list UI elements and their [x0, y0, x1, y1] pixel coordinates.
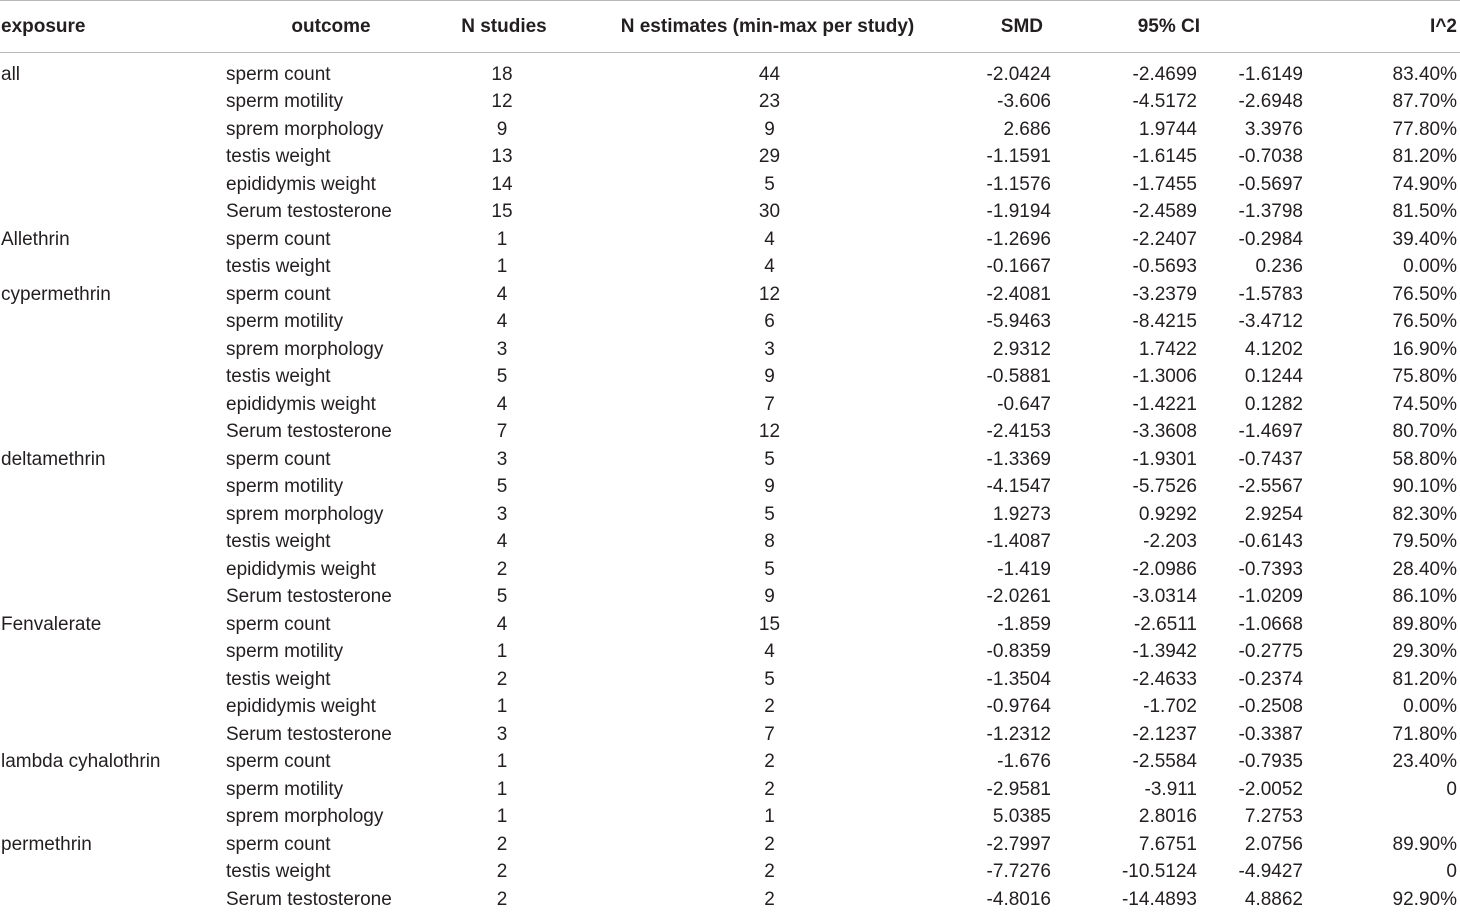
cell-n-studies: 5 [496, 366, 508, 388]
cell-smd: -0.9764 [986, 696, 1051, 718]
cell-exposure [0, 89, 226, 117]
cell-outcome: epididymis weight [226, 173, 376, 195]
cell-smd: -0.647 [997, 393, 1051, 415]
cell-smd: 2.686 [1003, 118, 1051, 140]
cell-outcome: testis weight [226, 668, 331, 690]
table-row [0, 584, 1460, 612]
cell-ci-high: -2.6948 [1238, 91, 1303, 113]
cell-ci-high: -2.5567 [1238, 476, 1303, 498]
cell-n-studies: 2 [496, 558, 508, 580]
cell-n-estimates: 2 [764, 861, 775, 883]
cell-ci-high: -0.3387 [1238, 723, 1303, 745]
cell-ci-low: -1.3006 [1132, 366, 1197, 388]
table-row [0, 749, 1460, 777]
cell-ci-high: -3.4712 [1238, 311, 1303, 333]
cell-ci-high: -1.0209 [1238, 586, 1303, 608]
cell-exposure [0, 639, 226, 667]
table-row [0, 501, 1460, 529]
cell-ci-low: 0.9292 [1138, 503, 1197, 525]
cell-outcome: sperm count [226, 228, 331, 250]
cell-n-studies: 2 [496, 833, 508, 855]
cell-ci-low: 7.6751 [1138, 833, 1197, 855]
table-row [0, 776, 1460, 804]
table-row [0, 666, 1460, 694]
cell-i2: 81.20% [1392, 668, 1457, 690]
cell-i2: 0 [1446, 778, 1457, 800]
cell-outcome: sperm motility [226, 476, 344, 498]
cell-outcome: testis weight [226, 256, 331, 278]
cell-i2: 16.90% [1392, 338, 1457, 360]
table-row [0, 721, 1460, 749]
cell-n-estimates: 30 [758, 201, 781, 223]
cell-exposure [0, 254, 226, 282]
cell-ci-low: -2.4699 [1132, 64, 1197, 86]
cell-ci-low: -1.4221 [1132, 393, 1197, 415]
cell-smd: -1.3504 [986, 668, 1051, 690]
header-n-estimates: N estimates (min-max per study) [572, 1, 963, 53]
header-i2: I^2 [1335, 1, 1460, 53]
table-row [0, 171, 1460, 199]
cell-n-studies: 3 [496, 448, 508, 470]
cell-i2: 89.90% [1392, 833, 1457, 855]
cell-n-estimates: 9 [764, 586, 775, 608]
cell-ci-high: -0.2508 [1238, 696, 1303, 718]
cell-smd: -2.9581 [986, 778, 1051, 800]
cell-exposure [0, 721, 226, 749]
cell-i2: 82.30% [1392, 503, 1457, 525]
cell-i2: 89.80% [1392, 613, 1457, 635]
cell-outcome: Serum testosterone [226, 586, 392, 608]
cell-smd: -2.7997 [986, 833, 1051, 855]
cell-exposure: cypermethrin [1, 283, 111, 305]
cell-ci-low: -0.5693 [1132, 256, 1197, 278]
cell-i2: 28.40% [1392, 558, 1457, 580]
cell-outcome: sperm motility [226, 641, 344, 663]
cell-ci-low: -1.3942 [1132, 641, 1197, 663]
cell-n-studies: 1 [496, 256, 508, 278]
cell-exposure [0, 501, 226, 529]
cell-i2: 0.00% [1403, 256, 1457, 278]
cell-ci-high: -1.4697 [1238, 421, 1303, 443]
cell-exposure: all [1, 64, 21, 86]
cell-n-estimates: 5 [764, 448, 775, 470]
cell-ci-high: 0.1282 [1244, 393, 1303, 415]
cell-outcome: sprem morphology [226, 118, 384, 140]
cell-n-studies: 9 [496, 118, 508, 140]
cell-n-studies: 4 [496, 283, 508, 305]
cell-ci-high: -0.7437 [1238, 448, 1303, 470]
cell-n-studies: 3 [496, 503, 508, 525]
cell-ci-low: -3.911 [1144, 778, 1197, 800]
table-row [0, 226, 1460, 254]
cell-ci-low: -1.9301 [1132, 448, 1197, 470]
cell-ci-low: -8.4215 [1132, 311, 1197, 333]
cell-smd: -1.1591 [986, 146, 1051, 168]
cell-n-studies: 1 [496, 696, 508, 718]
cell-i2: 79.50% [1392, 531, 1457, 553]
cell-exposure: deltamethrin [1, 448, 106, 470]
cell-ci-high: 4.8862 [1244, 888, 1303, 910]
table-row [0, 529, 1460, 557]
cell-exposure: Fenvalerate [1, 613, 102, 635]
cell-n-studies: 4 [496, 393, 508, 415]
cell-smd: -2.0424 [986, 64, 1051, 86]
cell-ci-high: -0.7935 [1238, 751, 1303, 773]
cell-exposure [0, 584, 226, 612]
cell-i2: 86.10% [1392, 586, 1457, 608]
header-ci-blank [1200, 1, 1335, 53]
cell-ci-low: -1.702 [1143, 696, 1197, 718]
cell-ci-low: -2.203 [1143, 531, 1197, 553]
cell-i2 [1335, 804, 1460, 832]
cell-n-estimates: 5 [764, 173, 775, 195]
table-row [0, 336, 1460, 364]
cell-exposure [0, 199, 226, 227]
cell-n-estimates: 12 [758, 421, 781, 443]
cell-ci-low: -2.2407 [1132, 228, 1197, 250]
cell-outcome: epididymis weight [226, 393, 376, 415]
cell-outcome: sperm count [226, 283, 331, 305]
cell-outcome: sperm motility [226, 311, 344, 333]
cell-smd: -7.7276 [986, 861, 1051, 883]
cell-n-studies: 1 [496, 806, 508, 828]
cell-n-estimates: 2 [764, 833, 775, 855]
cell-ci-low: -2.4633 [1132, 668, 1197, 690]
cell-n-studies: 1 [496, 228, 508, 250]
table-row [0, 474, 1460, 502]
cell-smd: -1.1576 [986, 173, 1051, 195]
cell-ci-low: -5.7526 [1132, 476, 1197, 498]
cell-ci-high: -1.0668 [1238, 613, 1303, 635]
cell-ci-low: -1.7455 [1132, 173, 1197, 195]
header-95-ci: 95% CI [1055, 1, 1200, 53]
cell-i2: 81.20% [1392, 146, 1457, 168]
cell-ci-high: -4.9427 [1238, 861, 1303, 883]
cell-i2: 71.80% [1392, 723, 1457, 745]
cell-smd: -0.1667 [986, 256, 1051, 278]
cell-ci-low: 2.8016 [1138, 806, 1197, 828]
cell-n-estimates: 7 [764, 393, 775, 415]
cell-smd: -2.4153 [986, 421, 1051, 443]
cell-i2: 39.40% [1392, 228, 1457, 250]
table-row [0, 199, 1460, 227]
cell-n-estimates: 1 [764, 806, 775, 828]
cell-outcome: testis weight [226, 531, 331, 553]
cell-i2: 77.80% [1392, 118, 1457, 140]
cell-ci-low: -3.3608 [1132, 421, 1197, 443]
cell-smd: -4.1547 [986, 476, 1051, 498]
cell-n-studies: 4 [496, 311, 508, 333]
cell-i2: 74.50% [1392, 393, 1457, 415]
cell-ci-low: -3.0314 [1132, 586, 1197, 608]
cell-i2: 76.50% [1392, 283, 1457, 305]
cell-i2: 87.70% [1392, 91, 1457, 113]
cell-i2: 92.90% [1392, 888, 1457, 910]
cell-outcome: sprem morphology [226, 503, 384, 525]
cell-n-studies: 1 [496, 751, 508, 773]
cell-exposure: Allethrin [1, 228, 70, 250]
header-exposure: exposure [0, 1, 226, 53]
cell-smd: -1.419 [997, 558, 1051, 580]
cell-exposure [0, 666, 226, 694]
header-n-studies: N studies [436, 1, 572, 53]
cell-n-estimates: 44 [758, 64, 781, 86]
cell-ci-low: -2.4589 [1132, 201, 1197, 223]
cell-outcome: testis weight [226, 366, 331, 388]
cell-exposure [0, 694, 226, 722]
table-row [0, 391, 1460, 419]
cell-n-estimates: 5 [764, 668, 775, 690]
table-row [0, 804, 1460, 832]
cell-n-estimates: 4 [764, 256, 775, 278]
cell-outcome: Serum testosterone [226, 888, 392, 910]
cell-n-estimates: 9 [764, 476, 775, 498]
cell-smd: -1.2312 [986, 723, 1051, 745]
cell-i2: 23.40% [1392, 751, 1457, 773]
cell-ci-high: -0.5697 [1238, 173, 1303, 195]
cell-n-estimates: 5 [764, 503, 775, 525]
cell-n-estimates: 5 [764, 558, 775, 580]
cell-exposure: lambda cyhalothrin [1, 751, 161, 773]
cell-ci-high: 2.9254 [1244, 503, 1303, 525]
cell-n-studies: 7 [496, 421, 508, 443]
cell-ci-high: 4.1202 [1244, 338, 1303, 360]
cell-n-studies: 2 [496, 888, 508, 910]
cell-ci-high: -0.7393 [1238, 558, 1303, 580]
cell-n-studies: 1 [496, 641, 508, 663]
cell-ci-high: 7.2753 [1244, 806, 1303, 828]
cell-exposure [0, 309, 226, 337]
cell-i2: 74.90% [1392, 173, 1457, 195]
cell-ci-high: -1.5783 [1238, 283, 1303, 305]
cell-smd: -0.8359 [986, 641, 1051, 663]
cell-n-estimates: 12 [758, 283, 781, 305]
table-row [0, 116, 1460, 144]
cell-n-studies: 3 [496, 723, 508, 745]
cell-outcome: sperm motility [226, 91, 344, 113]
cell-ci-high: 3.3976 [1244, 118, 1303, 140]
table-row [0, 446, 1460, 474]
cell-i2: 83.40% [1392, 64, 1457, 86]
table-row [0, 144, 1460, 172]
cell-smd: -1.3369 [986, 448, 1051, 470]
table-row [0, 309, 1460, 337]
cell-n-studies: 4 [496, 531, 508, 553]
cell-n-studies: 5 [496, 476, 508, 498]
cell-ci-low: -4.5172 [1132, 91, 1197, 113]
table-body [0, 53, 1460, 914]
cell-ci-high: -0.2984 [1238, 228, 1303, 250]
cell-n-studies: 3 [496, 338, 508, 360]
cell-outcome: sprem morphology [226, 806, 384, 828]
cell-n-estimates: 4 [764, 228, 775, 250]
cell-n-studies: 15 [491, 201, 513, 223]
cell-ci-high: -1.3798 [1238, 201, 1303, 223]
table-row [0, 886, 1460, 914]
cell-exposure [0, 804, 226, 832]
cell-n-estimates: 9 [764, 366, 775, 388]
header-outcome: outcome [226, 1, 436, 53]
cell-n-studies: 14 [491, 173, 513, 195]
cell-n-estimates: 3 [764, 338, 775, 360]
cell-exposure [0, 776, 226, 804]
cell-exposure [0, 391, 226, 419]
cell-ci-low: 1.9744 [1138, 118, 1197, 140]
cell-smd: -1.4087 [986, 531, 1051, 553]
cell-exposure [0, 364, 226, 392]
cell-i2: 90.10% [1392, 476, 1457, 498]
cell-n-studies: 2 [496, 861, 508, 883]
cell-n-studies: 12 [491, 91, 513, 113]
cell-smd: -2.4081 [986, 283, 1051, 305]
cell-exposure: permethrin [1, 833, 92, 855]
cell-ci-high: -0.6143 [1238, 531, 1303, 553]
cell-n-studies: 5 [496, 586, 508, 608]
table-row [0, 859, 1460, 887]
cell-ci-high: -1.6149 [1238, 64, 1303, 86]
cell-outcome: Serum testosterone [226, 723, 392, 745]
cell-ci-high: 0.236 [1255, 256, 1303, 278]
cell-outcome: sperm motility [226, 778, 344, 800]
cell-n-estimates: 2 [764, 751, 775, 773]
cell-smd: -3.606 [997, 91, 1051, 113]
table-row [0, 364, 1460, 392]
cell-exposure [0, 144, 226, 172]
cell-n-studies: 13 [491, 146, 513, 168]
cell-smd: 2.9312 [992, 338, 1051, 360]
table-row [0, 89, 1460, 117]
cell-ci-low: -3.2379 [1132, 283, 1197, 305]
cell-i2: 81.50% [1392, 201, 1457, 223]
table-row [0, 831, 1460, 859]
cell-exposure [0, 529, 226, 557]
cell-outcome: Serum testosterone [226, 201, 392, 223]
cell-ci-low: -2.5584 [1132, 751, 1197, 773]
cell-ci-high: -0.2374 [1238, 668, 1303, 690]
table-row [0, 53, 1460, 89]
table-row [0, 611, 1460, 639]
cell-n-studies: 1 [496, 778, 508, 800]
cell-n-estimates: 8 [764, 531, 775, 553]
cell-ci-low: -1.6145 [1132, 146, 1197, 168]
cell-smd: -1.2696 [986, 228, 1051, 250]
cell-smd: -4.8016 [986, 888, 1051, 910]
cell-outcome: sperm count [226, 751, 331, 773]
cell-smd: -2.0261 [986, 586, 1051, 608]
cell-exposure [0, 886, 226, 914]
cell-outcome: sperm count [226, 448, 331, 470]
cell-i2: 0 [1446, 861, 1457, 883]
table-row [0, 281, 1460, 309]
cell-n-estimates: 15 [758, 613, 781, 635]
cell-n-studies: 4 [496, 613, 508, 635]
cell-outcome: testis weight [226, 861, 331, 883]
cell-smd: -1.9194 [986, 201, 1051, 223]
cell-outcome: epididymis weight [226, 558, 376, 580]
table-header-row [0, 1, 1460, 53]
cell-i2: 76.50% [1392, 311, 1457, 333]
cell-n-estimates: 9 [764, 118, 775, 140]
cell-n-studies: 18 [491, 64, 513, 86]
cell-exposure [0, 116, 226, 144]
cell-ci-low: -2.6511 [1133, 613, 1197, 635]
cell-exposure [0, 171, 226, 199]
cell-ci-low: 1.7422 [1138, 338, 1197, 360]
cell-n-estimates: 2 [764, 696, 775, 718]
cell-exposure [0, 336, 226, 364]
cell-i2: 0.00% [1403, 696, 1457, 718]
cell-outcome: sperm count [226, 64, 331, 86]
cell-exposure [0, 419, 226, 447]
cell-i2: 80.70% [1392, 421, 1457, 443]
cell-outcome: sperm count [226, 613, 331, 635]
cell-n-estimates: 7 [764, 723, 775, 745]
cell-n-estimates: 23 [758, 91, 781, 113]
cell-n-estimates: 29 [758, 146, 781, 168]
cell-smd: -1.676 [997, 751, 1051, 773]
table-row [0, 639, 1460, 667]
cell-smd: -5.9463 [986, 311, 1051, 333]
cell-n-estimates: 2 [764, 888, 775, 910]
cell-exposure [0, 859, 226, 887]
cell-ci-low: -2.1237 [1132, 723, 1197, 745]
cell-smd: -1.859 [997, 613, 1051, 635]
cell-i2: 58.80% [1392, 448, 1457, 470]
cell-ci-high: 0.1244 [1244, 366, 1303, 388]
header-smd: SMD [963, 1, 1055, 53]
cell-ci-low: -14.4893 [1121, 888, 1197, 910]
cell-outcome: sperm count [226, 833, 331, 855]
cell-smd: 1.9273 [992, 503, 1051, 525]
cell-n-studies: 2 [496, 668, 508, 690]
cell-ci-high: -0.7038 [1238, 146, 1303, 168]
cell-n-estimates: 4 [764, 641, 775, 663]
cell-exposure [0, 474, 226, 502]
cell-outcome: sprem morphology [226, 338, 384, 360]
cell-smd: 5.0385 [992, 806, 1051, 828]
cell-outcome: testis weight [226, 146, 331, 168]
cell-i2: 29.30% [1392, 641, 1457, 663]
cell-outcome: Serum testosterone [226, 421, 392, 443]
cell-ci-high: -0.2775 [1238, 641, 1303, 663]
cell-ci-high: 2.0756 [1244, 833, 1303, 855]
table-row [0, 254, 1460, 282]
table-row [0, 694, 1460, 722]
cell-ci-high: -2.0052 [1238, 778, 1303, 800]
cell-smd: -0.5881 [986, 366, 1051, 388]
cell-n-estimates: 2 [764, 778, 775, 800]
cell-n-estimates: 6 [764, 311, 775, 333]
cell-ci-low: -2.0986 [1132, 558, 1197, 580]
cell-exposure [0, 556, 226, 584]
cell-i2: 75.80% [1392, 366, 1457, 388]
table-row [0, 556, 1460, 584]
cell-outcome: epididymis weight [226, 696, 376, 718]
table-row [0, 419, 1460, 447]
cell-ci-low: -10.5124 [1121, 861, 1197, 883]
